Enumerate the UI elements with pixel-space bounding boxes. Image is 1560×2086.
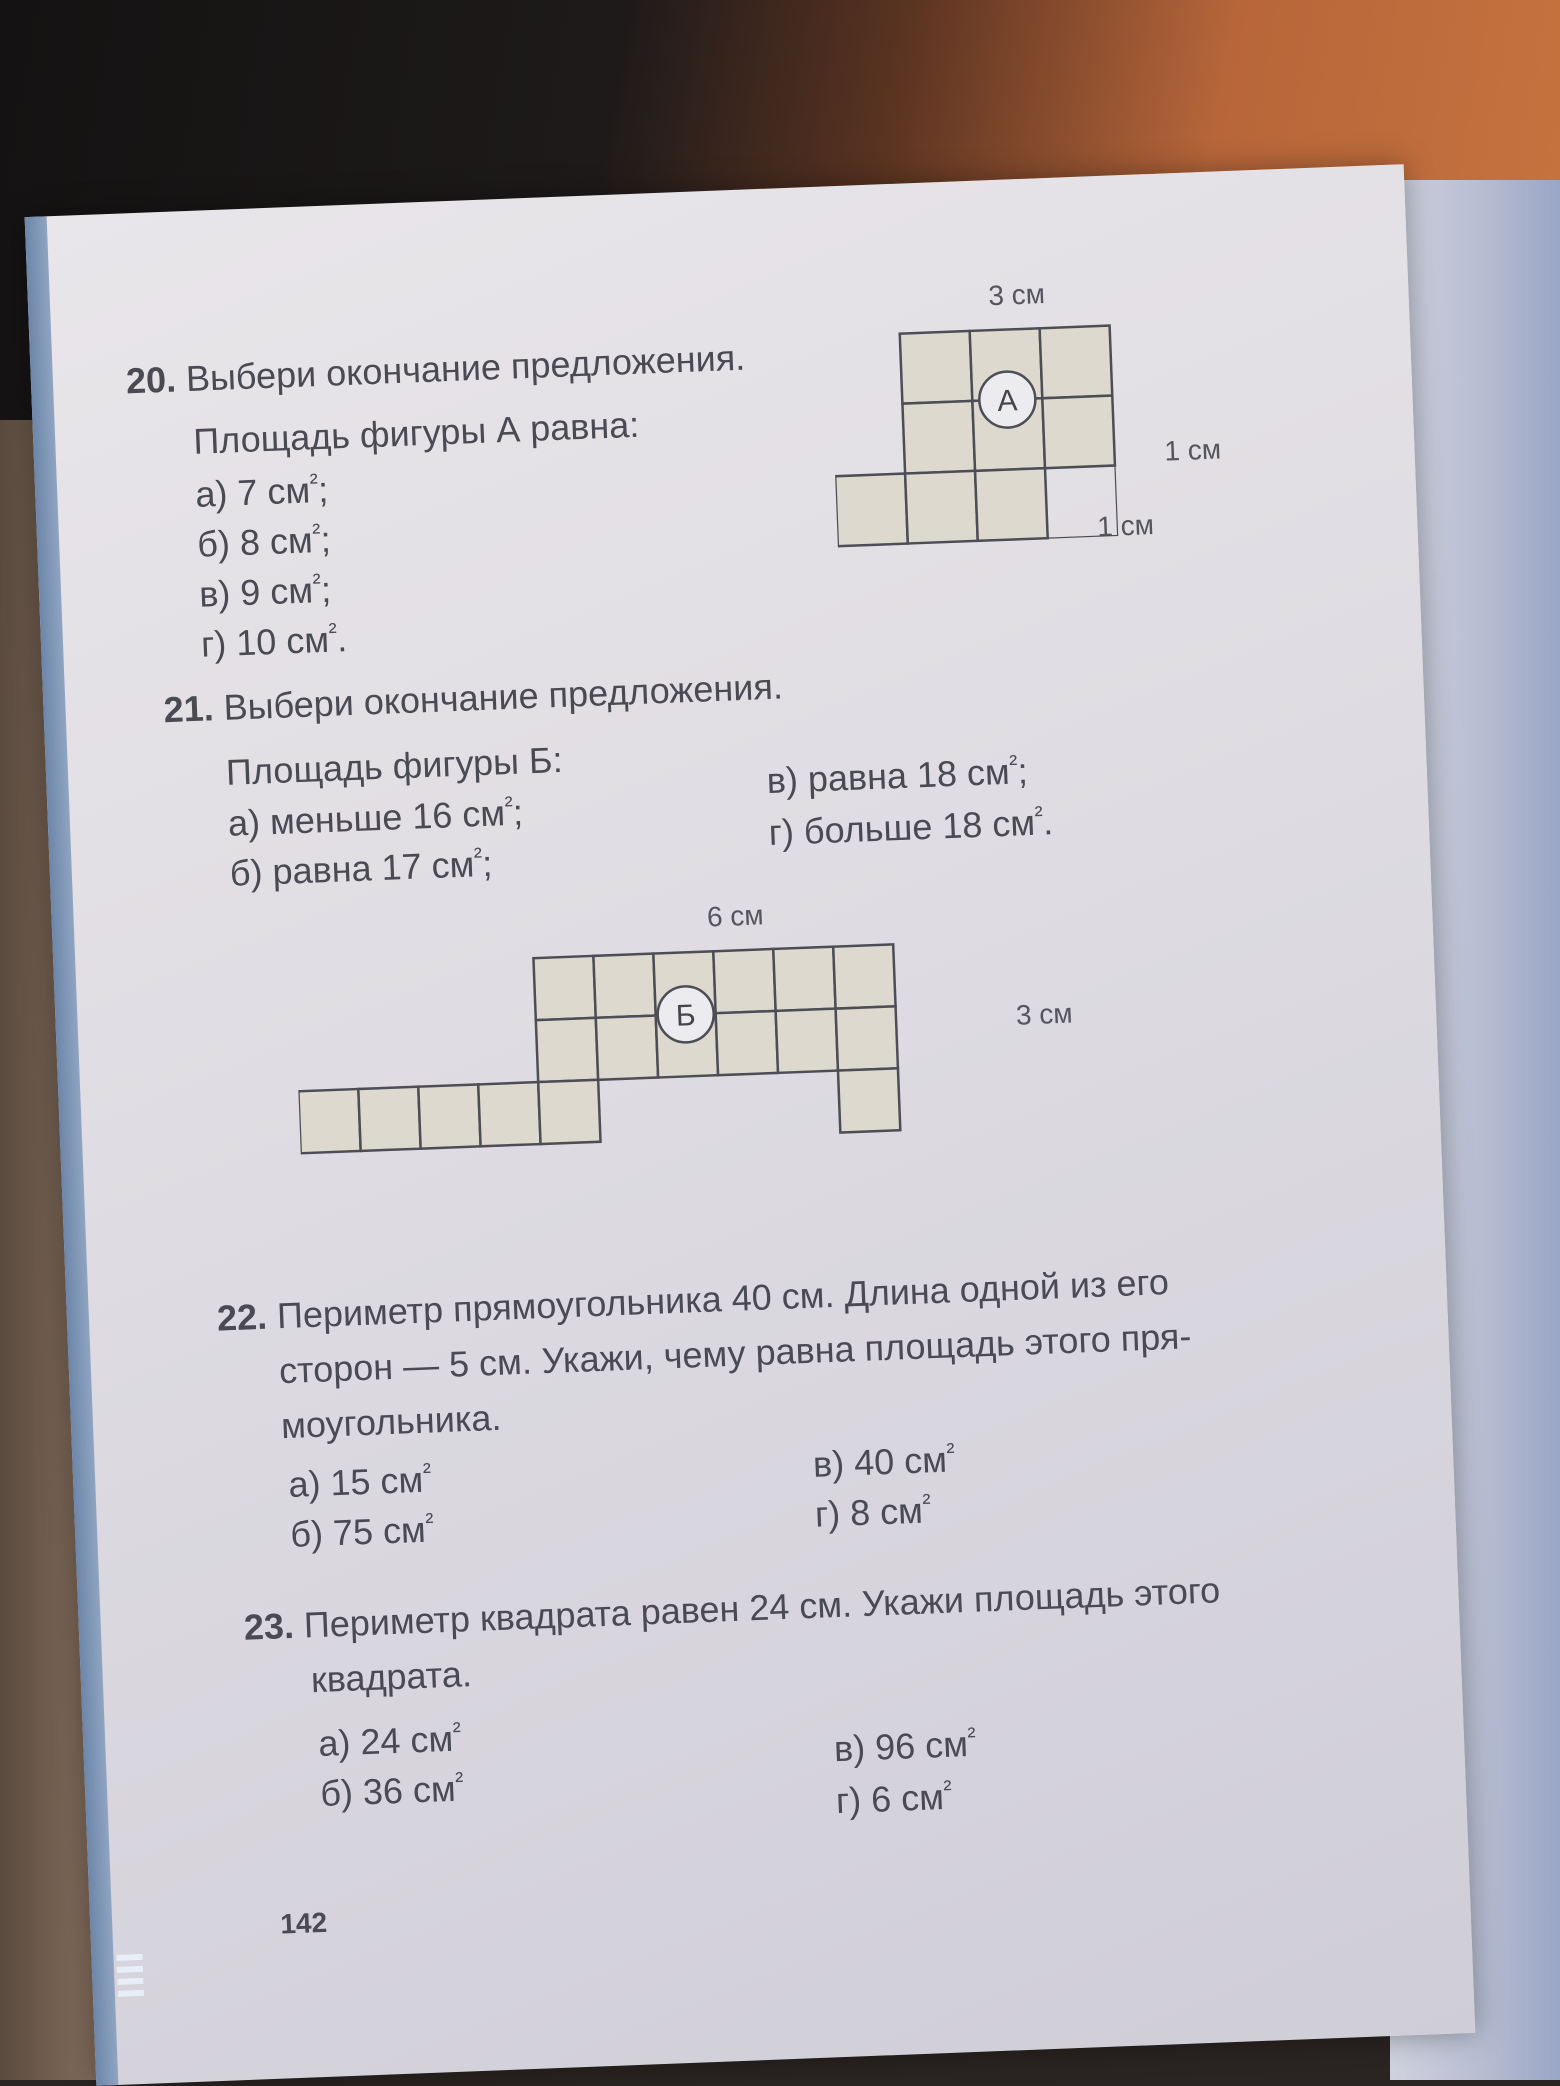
task-23-option-b: [320, 1766, 465, 1820]
figure-b-cell: [538, 1080, 600, 1144]
task-20-prompt: Площадь фигуры А равна:: [192, 403, 640, 462]
figure-b-cell: [773, 947, 835, 1011]
figure-b-cell: [716, 1011, 778, 1075]
figure-b-label: Б: [675, 999, 697, 1033]
figure-a-cell: [902, 401, 975, 474]
figure-b-cell: [713, 949, 775, 1013]
task-22-option-d: [814, 1488, 932, 1541]
figure-b-cell: [533, 956, 595, 1020]
option-text: в) 96 см ²: [833, 1723, 976, 1769]
option-suffix: ;: [317, 468, 329, 511]
task-number: 23.: [243, 1604, 295, 1648]
task-20-option-d: [200, 617, 348, 672]
figure-a-cell: [1042, 396, 1115, 469]
option-suffix: ;: [1016, 750, 1029, 792]
figure-b-cell: [593, 954, 655, 1018]
task-20-option-b: [196, 518, 331, 572]
option-text: б) равна 17 см ²: [229, 843, 483, 894]
page-number: 142: [279, 1906, 328, 1940]
task-21-prompt: Площадь фигуры Б:: [225, 738, 564, 793]
task-23-option-c: [833, 1722, 977, 1776]
figure-a-dim-top: 3 см: [987, 278, 1046, 312]
option-text: в) 9 см ²: [198, 569, 321, 615]
task-23-line-1: [243, 1567, 1221, 1650]
task-text: Периметр прямоугольника 40 см. Длина одной из его: [276, 1261, 1170, 1337]
option-text: г) 8 см ²: [814, 1489, 931, 1534]
task-23-option-a: [318, 1717, 463, 1771]
task-20-option-c: [198, 568, 332, 622]
figure-b-cell: [836, 1006, 898, 1070]
figure-b-cell: [596, 1016, 658, 1080]
task-23-option-d: [835, 1775, 953, 1828]
figure-a-cell: [835, 474, 908, 547]
option-text: в) 40 см ²: [812, 1438, 955, 1484]
task-22-option-b: [290, 1507, 435, 1561]
figure-b-dim-right: 3 см: [1015, 997, 1074, 1031]
task-21-option-d: [768, 800, 1054, 860]
figure-a-cell: [975, 468, 1048, 541]
task-title: Выбери окончание предложения.: [222, 665, 784, 728]
figure-b-cell: [833, 944, 895, 1008]
figure-a-empty-cell: [1045, 466, 1118, 539]
option-text: г) 10 см ²: [200, 619, 337, 665]
page-content: [25, 164, 1476, 2086]
figure-b-cell: [358, 1087, 420, 1151]
figure-b-cell: [478, 1082, 540, 1146]
option-text: б) 36 см ²: [320, 1767, 465, 1813]
figure-a-cell: [1040, 326, 1113, 399]
option-text: а) 15 см ²: [288, 1459, 432, 1505]
task-23-line-2: квадрата.: [310, 1653, 473, 1701]
figure-b: [293, 933, 942, 1197]
task-number: 22.: [216, 1295, 268, 1339]
task-21-option-b: [229, 842, 493, 901]
task-20-heading: [125, 335, 746, 405]
option-text: а) 7 см ²: [195, 469, 319, 515]
option-suffix: ;: [481, 842, 494, 885]
task-number: 20.: [125, 358, 177, 402]
figure-b-cell: [776, 1009, 838, 1073]
task-22-option-c: [812, 1437, 956, 1491]
figure-b-dim-top: 6 см: [706, 899, 765, 933]
option-text: г) 6 см ²: [835, 1776, 952, 1821]
option-text: в) равна 18 см ²: [766, 750, 1018, 801]
task-21-heading: [163, 663, 784, 733]
option-suffix: ;: [320, 568, 332, 611]
option-suffix: .: [1042, 801, 1054, 843]
figure-b-cell: [838, 1068, 900, 1132]
option-text: г) больше 18 см ²: [768, 802, 1044, 854]
task-20-option-a: [195, 468, 330, 522]
figure-a-cell: [905, 471, 978, 544]
figure-a-dim-right: 1 см: [1163, 433, 1222, 467]
option-text: а) меньше 16 см ²: [227, 792, 513, 844]
figure-a-cell: [900, 331, 973, 404]
figure-a-label: А: [996, 384, 1019, 418]
task-22-option-a: [288, 1458, 433, 1512]
task-number: 21.: [162, 687, 215, 731]
option-suffix: ;: [319, 518, 332, 561]
option-text: б) 8 см ²: [197, 519, 322, 565]
option-text: б) 75 см ²: [290, 1508, 435, 1554]
task-22-line-3: моугольника.: [280, 1396, 503, 1447]
task-text: Периметр квадрата равен 24 см. Укажи площадь этого: [303, 1569, 1221, 1646]
task-21-option-c: [766, 749, 1029, 808]
option-text: а) 24 см ²: [318, 1718, 462, 1764]
textbook-page: [25, 164, 1476, 2086]
option-suffix: .: [336, 618, 348, 660]
figure-a-dim-bottom: 1 см: [1096, 509, 1155, 543]
task-title: Выбери окончание предложения.: [185, 336, 746, 400]
figure-a: [829, 314, 1158, 566]
option-suffix: ;: [512, 791, 524, 833]
figure-b-cell: [536, 1018, 598, 1082]
task-22-line-2: сторон — 5 см. Укажи, чему равна площадь этого пря-: [278, 1315, 1192, 1392]
figure-b-cell: [298, 1089, 360, 1153]
figure-b-cell: [418, 1084, 480, 1148]
